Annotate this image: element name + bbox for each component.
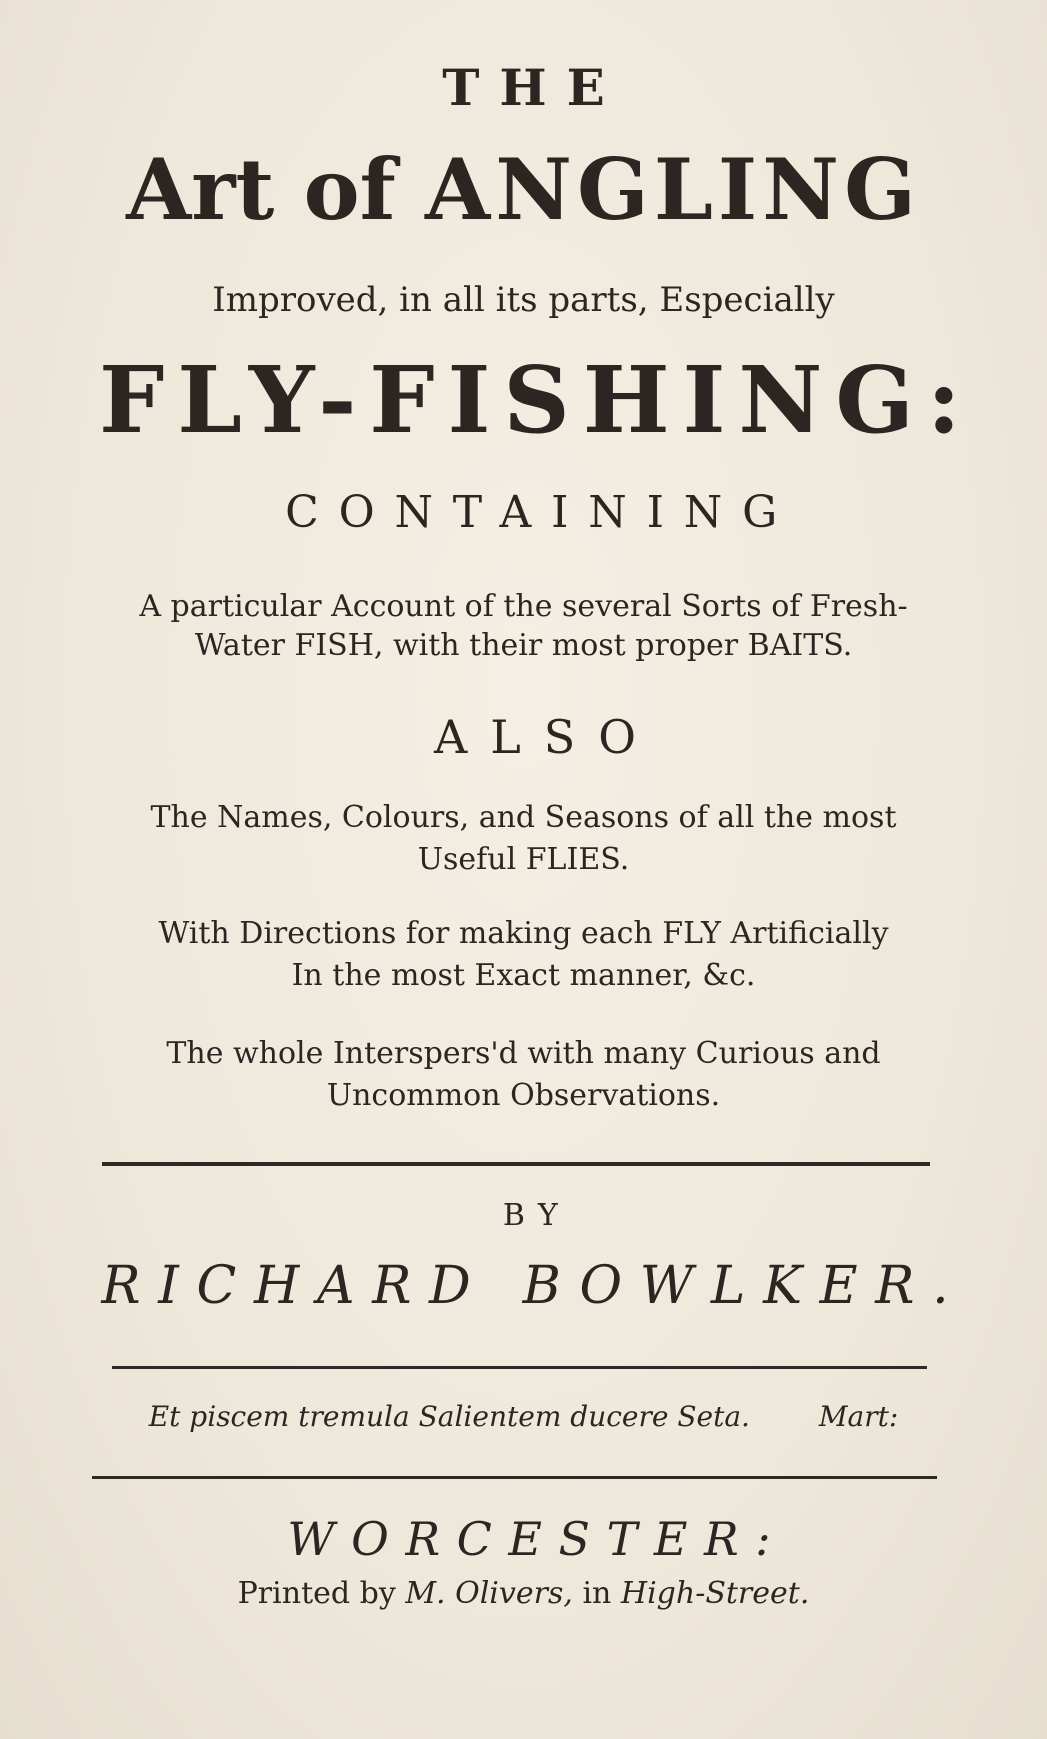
imprint-printer <box>0 1576 1047 1611</box>
names-line-2: Useful FLIES. <box>417 842 630 877</box>
motto-text: Et piscem tremula Salientem ducere Seta. <box>148 1400 750 1433</box>
subtitle-improved: Improved, in all its parts, Especially <box>212 280 835 320</box>
motto-source: Mart: <box>818 1400 899 1433</box>
author-name: RICHARD BOWLKER. <box>101 1256 967 1316</box>
imprint-city: WORCESTER: <box>287 1512 788 1566</box>
printer-in: in <box>582 1576 612 1611</box>
book-title-main: ANGLING <box>425 140 921 239</box>
heading-containing: CONTAINING <box>285 487 798 538</box>
directions-line-1: With Directions for making each FLY Artificially <box>158 916 889 951</box>
motto <box>0 1400 1047 1433</box>
account-line-1: A particular Account of the several Sorts of Fresh- <box>139 589 908 624</box>
divider-rule <box>92 1476 937 1479</box>
printer-street: High-Street. <box>620 1576 810 1611</box>
directions-line-2: In the most Exact manner, &c. <box>291 958 756 993</box>
names-line-1: The Names, Colours, and Seasons of all the most <box>150 800 897 835</box>
book-title-prefix: Art of <box>126 140 396 239</box>
heading-by: BY <box>502 1198 572 1233</box>
book-title <box>0 140 1047 239</box>
heading-the: THE <box>442 58 625 117</box>
divider-rule <box>102 1162 930 1166</box>
whole-line-2: Uncommon Observations. <box>326 1078 721 1113</box>
heading-also: ALSO <box>434 710 659 764</box>
printer-name: M. Olivers, <box>405 1576 573 1611</box>
account-line-2: Water FISH, with their most proper BAITS. <box>194 628 853 663</box>
subtitle-fly-fishing: FLY-FISHING: <box>99 346 974 454</box>
whole-line-1: The whole Interspers'd with many Curious and <box>166 1036 881 1071</box>
printed-by-label: Printed by <box>237 1576 396 1611</box>
divider-rule <box>112 1366 927 1369</box>
